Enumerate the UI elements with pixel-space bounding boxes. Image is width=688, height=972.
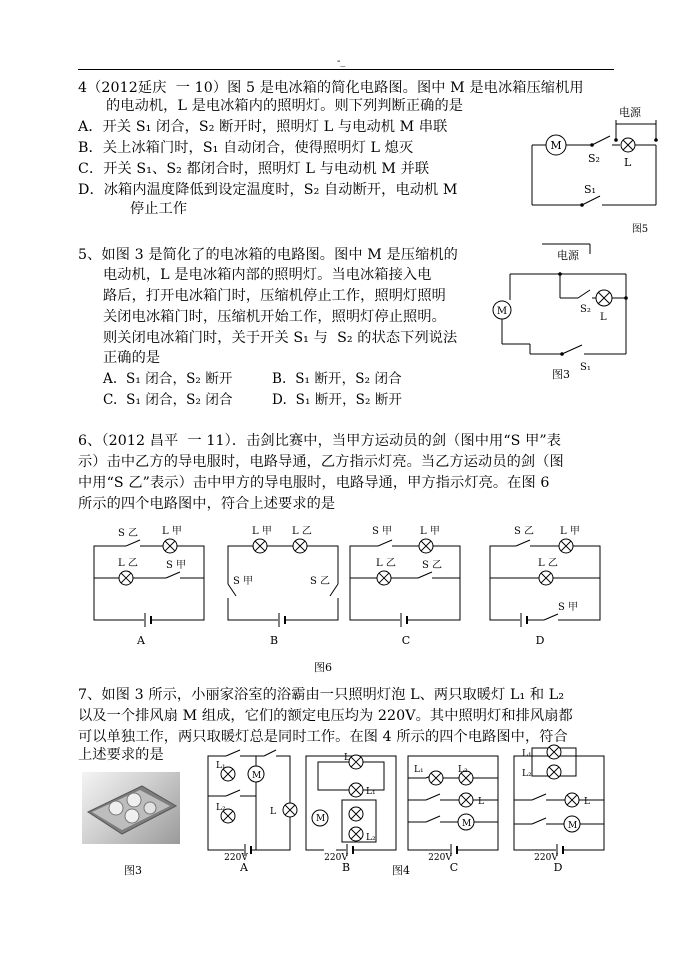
fig3-s2-label: S₂ [580,304,591,315]
fig4b-l2-label: L₂ [366,833,376,843]
fig3-l-label: L [600,312,607,323]
q4-option-d-cont: 停止工作 [130,201,188,217]
q5-option-b: B. S₁ 断开，S₂ 闭合 [272,371,402,387]
fig4c-m-label: M [462,819,472,829]
q5-line: 电动机，L 是电冰箱内部的照明灯。当电冰箱接入电 [103,267,432,283]
figure-6-circuits [88,518,608,650]
q4-option-b: B．关上冰箱门时，S₁ 自动闭合，使得照明灯 L 熄灭 [78,140,414,156]
q5-line: 5、如图 3 是简化了的电冰箱的电路图。图中 M 是压缩机的 [78,247,458,263]
fig6d-lyi-label: L 乙 [538,558,558,569]
fig5-source-label: 电源 [619,106,641,119]
q4-line: 的电动机，L 是电冰箱内的照明灯。则下列判断正确的是 [106,98,464,114]
fig5-motor-label: M [550,139,562,152]
fig4a-l1-label: L₁ [216,761,226,771]
q4-option-d: D．冰箱内温度降低到设定温度时，S₂ 自动断开，电动机 M [78,182,458,198]
fig3-caption: 图3 [552,368,570,381]
q7-line-clipped: 上述要求的是 [78,747,164,763]
fig5-l-label: L [624,156,632,169]
fig4-option-d: D [553,861,563,874]
fig4-option-c: C [449,861,459,874]
q7-line: 以及一个排风扇 M 组成，它们的额定电压均为 220V。其中照明灯和排风扇都 [78,708,573,724]
fig6b-syi-label: S 乙 [310,576,331,587]
yuba-photo [82,772,180,844]
fig6-option-c: C [401,634,411,647]
fig4b-l-label: L [344,753,350,763]
q6-line: 6、（2012 昌平 一 11）．击剑比赛中，当甲方运动员的剑（图中用“S 甲”表 [78,433,562,449]
fig5-caption: 图5 [631,224,649,235]
fig6-option-b: B [269,634,279,647]
header-rule [78,69,614,70]
fig4c-l-label: L [478,797,484,807]
q5-line: 正确的是 [103,350,161,366]
fig4-option-a: A [240,861,248,874]
fig6c-sjia-label: S 甲 [372,526,393,537]
q4-option-c: C．开关 S₁、S₂ 都闭合时，照明灯 L 与电动机 M 并联 [78,161,430,177]
fig4a-m-label: M [252,771,262,781]
fig3-s1-label: S₁ [580,362,591,373]
q6-line: 示）击中乙方的导电服时，电路导通，乙方指示灯亮。当乙方运动员的剑（图 [78,454,564,470]
fig4-option-b: B [341,861,351,874]
fig4c-voltage: 220V [428,853,452,863]
q5-line: 路后，打开电冰箱门时，压缩机停止工作，照明灯照明 [103,288,446,304]
fig6d-ljia-label: L 甲 [560,526,580,537]
fig6a-ljia-label: L 甲 [162,526,182,537]
fig4a-voltage: 220V [224,853,248,863]
fig4-caption: 图4 [392,864,410,877]
fig3-source-label: 电源 [557,249,579,262]
fig6a-lyi-label: L 乙 [118,558,138,569]
q6-line: 中用“S 乙”表示）击中甲方的导电服时，电路导通，甲方指示灯亮。在图 6 [78,475,550,491]
figure-3-fridge-circuit [490,234,640,384]
fig4d-l-label: L [584,797,590,807]
fig6-option-a: A [137,634,145,647]
fig4a-l2-label: L₂ [216,803,226,813]
fig4d-l2-label: L₂ [522,769,532,779]
q5-line: 则关闭电冰箱门时，关于开关 S₁ 与 S₂ 的状态下列说法 [103,330,458,346]
fig3-motor-label: M [496,306,508,317]
fig5-s1-label: S₁ [584,183,596,196]
fig6c-lyi-label: L 乙 [376,558,396,569]
q7-line: 可以单独工作，两只取暖灯总是同时工作。在图 4 所示的四个电路图中，符合 [78,729,568,745]
fig4d-l1-label: L₁ [522,749,532,759]
fig6b-lyi-label: L 乙 [292,526,312,537]
figure-5-circuit [528,100,668,235]
fig4d-voltage: 220V [534,853,558,863]
fig6c-ljia-label: L 甲 [420,526,440,537]
q4-line: 4（2012延庆 一 10）图 5 是电冰箱的简化电路图。图中 M 是电冰箱压缩机用 [78,80,584,96]
q4-option-a: A．开关 S₁ 闭合，S₂ 断开时，照明灯 L 与电动机 M 串联 [78,119,448,135]
fig4c-l2-label: L₂ [458,765,468,775]
fig6d-syi-label: S 乙 [514,526,535,537]
fig4b-l1-label: L₁ [366,787,376,797]
q5-line: 关闭电冰箱门时，压缩机开始工作，照明灯停止照明。 [103,309,446,325]
fig4d-m-label: M [568,821,578,831]
fig6-caption: 图6 [314,661,332,674]
fig6d-sjia-label: S 甲 [558,602,579,613]
q5-option-c: C. S₁ 闭合，S₂ 闭合 [103,392,233,408]
q7-line: 7、如图 3 所示，小丽家浴室的浴霸由一只照明灯泡 L、两只取暖灯 L₁ 和 L₂ [78,687,565,703]
fig4c-l1-label: L₁ [414,765,424,775]
q5-option-a: A. S₁ 闭合，S₂ 断开 [103,371,233,387]
fig6b-ljia-label: L 甲 [252,526,272,537]
header-mark: -_ [337,56,346,67]
photo-caption: 图3 [124,864,142,877]
fig4a-l-label: L [270,807,276,817]
fig6-option-d: D [535,634,545,647]
fig5-s2-label: S₂ [588,152,600,165]
fig6a-syi-label: S 乙 [118,528,139,539]
fig6c-syi-label: S 乙 [422,560,443,571]
fig6a-sjia-label: S 甲 [166,560,187,571]
fig6b-sjia-label: S 甲 [233,576,254,587]
figure-4-circuits [196,744,608,874]
fig4b-m-label: M [316,814,326,824]
q5-option-d: D. S₁ 断开，S₂ 断开 [272,392,403,408]
fig4b-voltage: 220V [324,853,348,863]
q6-line: 所示的四个电路图中，符合上述要求的是 [78,496,336,512]
